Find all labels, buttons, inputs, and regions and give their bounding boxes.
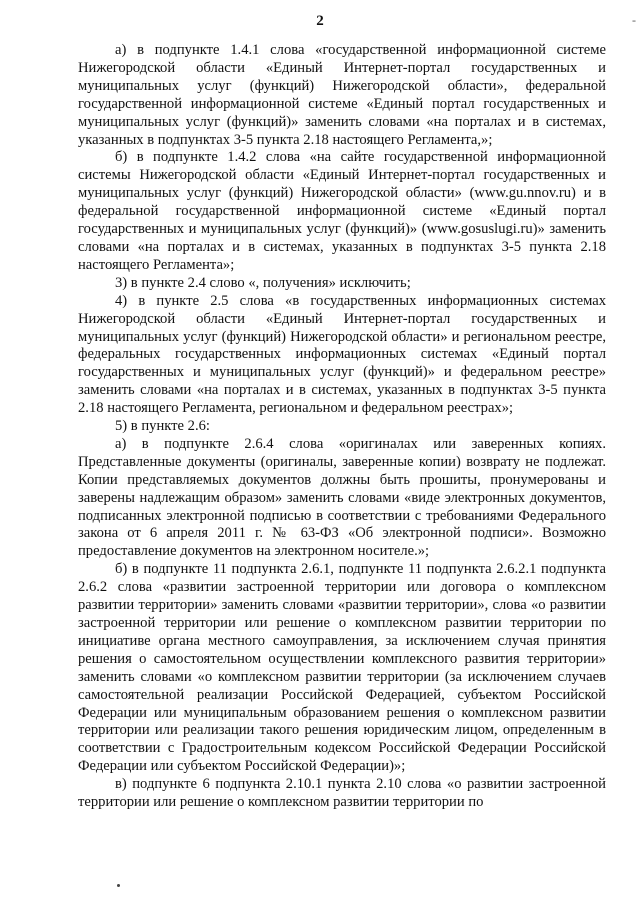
paragraph-2-6-1: б) в подпункте 11 подпункта 2.6.1, подпункте 11 подпункта 2.6.2.1 подпункта 2.6.2 слова «развитии застроенной территории или договора о комплексном развитии территории» заменить словами «развитии территории», слова «о развитии застроенной территории или решение о комплексном развитии территории по инициативе органа местного самоуправления, за исключением случая принятия решения о самостоятельном осуществлении комплексного развития территории» заменить словами «о комплексном развитии территории (за исключением случаев самостоятельной реализации Российской Федерацией, субъектом Российской Федерации или муниципальным образованием решения о комплексном развитии территории или реализации такого решения юридическим лицом, определенным в соответствии с Градостроительным кодексом Российской Федерации Российской Федерации или субъектом Российской Федерации)»; [78, 561, 606, 775]
document-body [78, 42, 606, 812]
paragraph-1-4-2: б) в подпункте 1.4.2 слова «на сайте государственной информационной системы Нижегородской области «Единый Интернет-портал государственных и муниципальных услуг (функций) Нижегородской области» (www.gu.nnov.ru) и в федеральной государственной информационной системе «Единый портал государственных и муниципальных услуг (функций)» (www.gosuslugi.ru)» заменить словами «на порталах и в системах, указанных в подпунктах 3-5 пункта 2.18 настоящего Регламента»; [78, 149, 606, 273]
paragraph-item-5: 5) в пункте 2.6: [115, 418, 210, 435]
paragraph-2-10-1: в) подпункте 6 подпункта 2.10.1 пункта 2.10 слова «о развитии застроенной территории или решение о комплексном развитии территории по [78, 776, 606, 811]
paragraph-2-6-4: а) в подпункте 2.6.4 слова «оригиналах или заверенных копиях. Представленные документы (оригиналы, заверенные копии) возврату не подлежат. Копии представляемых документов должны быть прошиты, пронумерованы и заверены надлежащим образом» заменить словами «виде электронных документов, подписанных электронной подписью в соответствии с требованиями Федерального закона от 6 апреля 2011 г. № 63-ФЗ «Об электронной подписи». Возможно предоставление документов на электронном носителе.»; [78, 435, 606, 560]
paragraph-item-3: 3) в пункте 2.4 слово «, получения» исключить; [115, 274, 411, 291]
corner-mark: - [632, 13, 636, 27]
page-number: 2 [316, 13, 324, 29]
paragraph-item-4: 4) в пункте 2.5 слова «в государственных информационных системах Нижегородской области «Единый Интернет-портал государственных и муниципальных услуг (функций) Нижегородской области» и региональном реестре, федеральных государственных информационных системах «Единый портал государственных и муниципальных услуг (функций)» и федеральном реестре» заменить словами «на порталах и в системах, указанных в подпунктах 3-5 пункта 2.18 настоящего Регламента, региональном и федеральном реестрах»; [78, 292, 606, 417]
paragraph-1-4-1: а) в подпункте 1.4.1 слова «государственной информационной системе Нижегородской области «Единый Интернет-портал государственных и муниципальных услуг (функций) Нижегородской области», федеральной государственной информационной системе «Единый портал государственных и муниципальных услуг (функций)» заменить словами «на порталах и в системах, указанных в подпунктах 3-5 пункта 2.18 настоящего Регламента,»; [78, 42, 606, 148]
scan-artifact-dot [117, 884, 120, 887]
